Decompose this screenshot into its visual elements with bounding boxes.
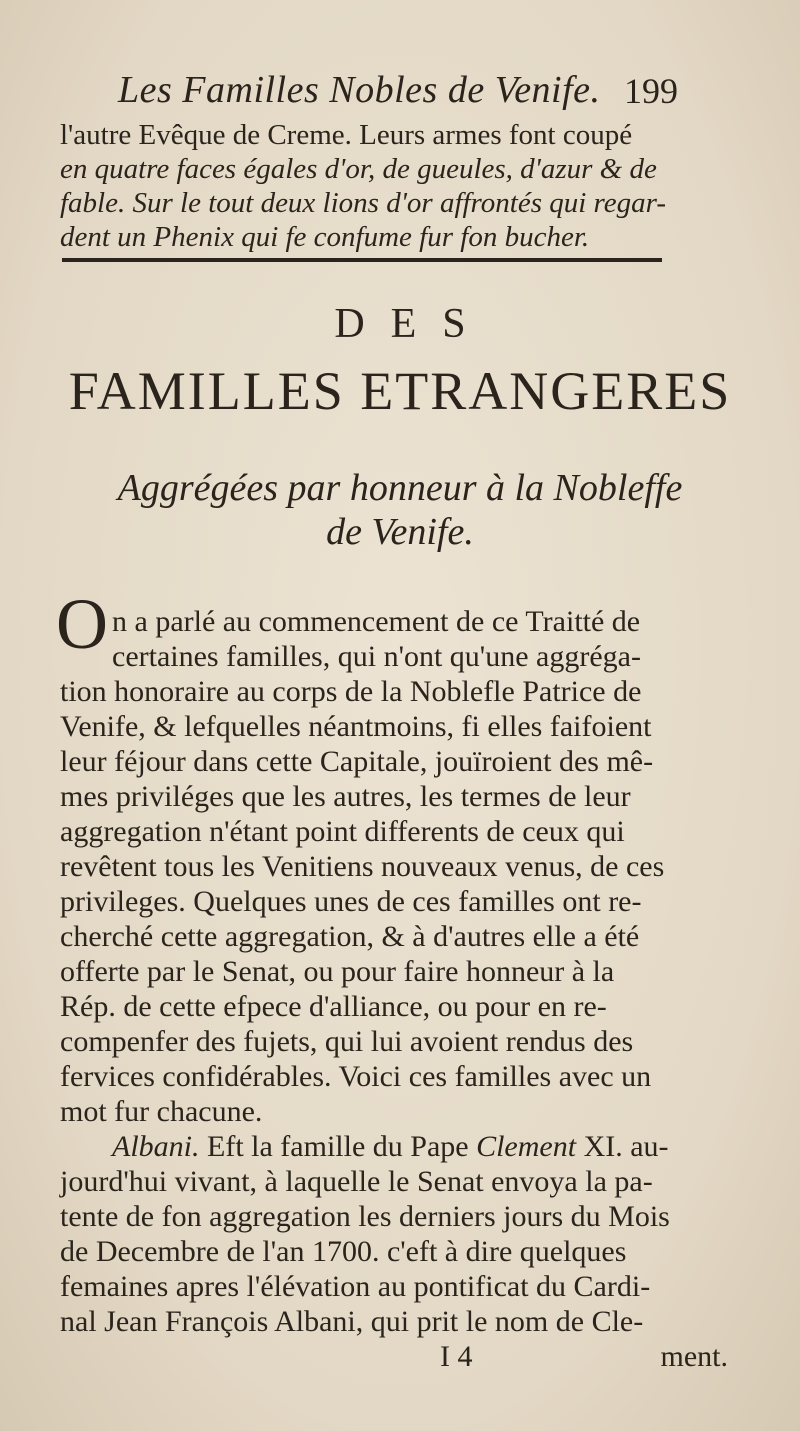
text-line: leur féjour dans cette Capitale, jouïroient des mê- <box>60 745 654 778</box>
albani-lead: Albani. <box>112 1130 200 1163</box>
albani-text: Eft la famille du Pape <box>199 1130 477 1163</box>
catchword: ment. <box>660 1340 728 1373</box>
text-line: dent un Phenix qui fe confume fur fon bucher. <box>60 221 590 253</box>
text-line: en quatre faces égales d'or, de gueules, d'azur & de <box>60 153 657 185</box>
text-line: aggregation n'étant point differents de ceux qui <box>60 815 625 848</box>
section-rule <box>62 258 662 262</box>
text-line: offerte par le Senat, ou pour faire honneur à la <box>60 955 615 988</box>
text-line: tente de fon aggregation les derniers jours du Mois <box>60 1200 670 1233</box>
pope-name: Clement <box>476 1130 577 1163</box>
albani-text-end: XI. au- <box>576 1130 669 1163</box>
text-line: fervices confidérables. Voici ces familles avec un <box>60 1060 652 1093</box>
text-line: Rép. de cette efpece d'alliance, ou pour en re- <box>60 990 607 1023</box>
text-line: jourd'hui vivant, à laquelle le Senat envoya la pa- <box>60 1165 653 1198</box>
section-subtitle-line1: Aggrégées par honneur à la Nobleffe <box>117 467 683 509</box>
signature-mark: I 4 <box>440 1340 473 1373</box>
page-footer <box>60 1340 728 1380</box>
section-heading-des: DES <box>334 301 492 347</box>
text-line: privileges. Quelques unes de ces familles ont re- <box>60 885 642 918</box>
page-number: 199 <box>624 71 678 111</box>
text-line: l'autre Evêque de Creme. Leurs armes font coupé <box>60 119 633 151</box>
text-line: mes priviléges que les autres, les termes de leur <box>60 780 631 813</box>
text-line: revêtent tous les Venitiens nouveaux venus, de ces <box>60 850 665 883</box>
text-line: Venife, & lefquelles néantmoins, fi elles faifoient <box>60 710 652 743</box>
text-line: femaines apres l'élévation au pontificat du Cardi- <box>60 1270 651 1303</box>
running-head-title: Les Familles Nobles de Venife. <box>118 69 601 111</box>
text-line: cherché cette aggregation, & à d'autres elle a été <box>60 920 640 953</box>
text-line: mot fur chacune. <box>60 1095 263 1128</box>
albani-first-line <box>112 1129 792 1164</box>
text-line: fable. Sur le tout deux lions d'or affrontés qui regar- <box>60 187 666 219</box>
text-line: certaines familles, qui n'ont qu'une aggréga- <box>112 640 641 673</box>
text-line: tion honoraire au corps de la Noblefle Patrice de <box>60 675 642 708</box>
text-line: nal Jean François Albani, qui prit le nom de Cle- <box>60 1305 644 1338</box>
section-heading-title: FAMILLES ETRANGERES <box>68 361 732 421</box>
text-line: n a parlé au commencement de ce Traitté de <box>112 605 641 638</box>
running-head <box>118 68 678 112</box>
section-subtitle-line2: de Venife. <box>326 511 474 553</box>
drop-cap: O <box>56 584 108 664</box>
text-line: compenfer des fujets, qui lui avoient rendus des <box>60 1025 634 1058</box>
text-line: de Decembre de l'an 1700. c'eft à dire quelques <box>60 1235 627 1268</box>
